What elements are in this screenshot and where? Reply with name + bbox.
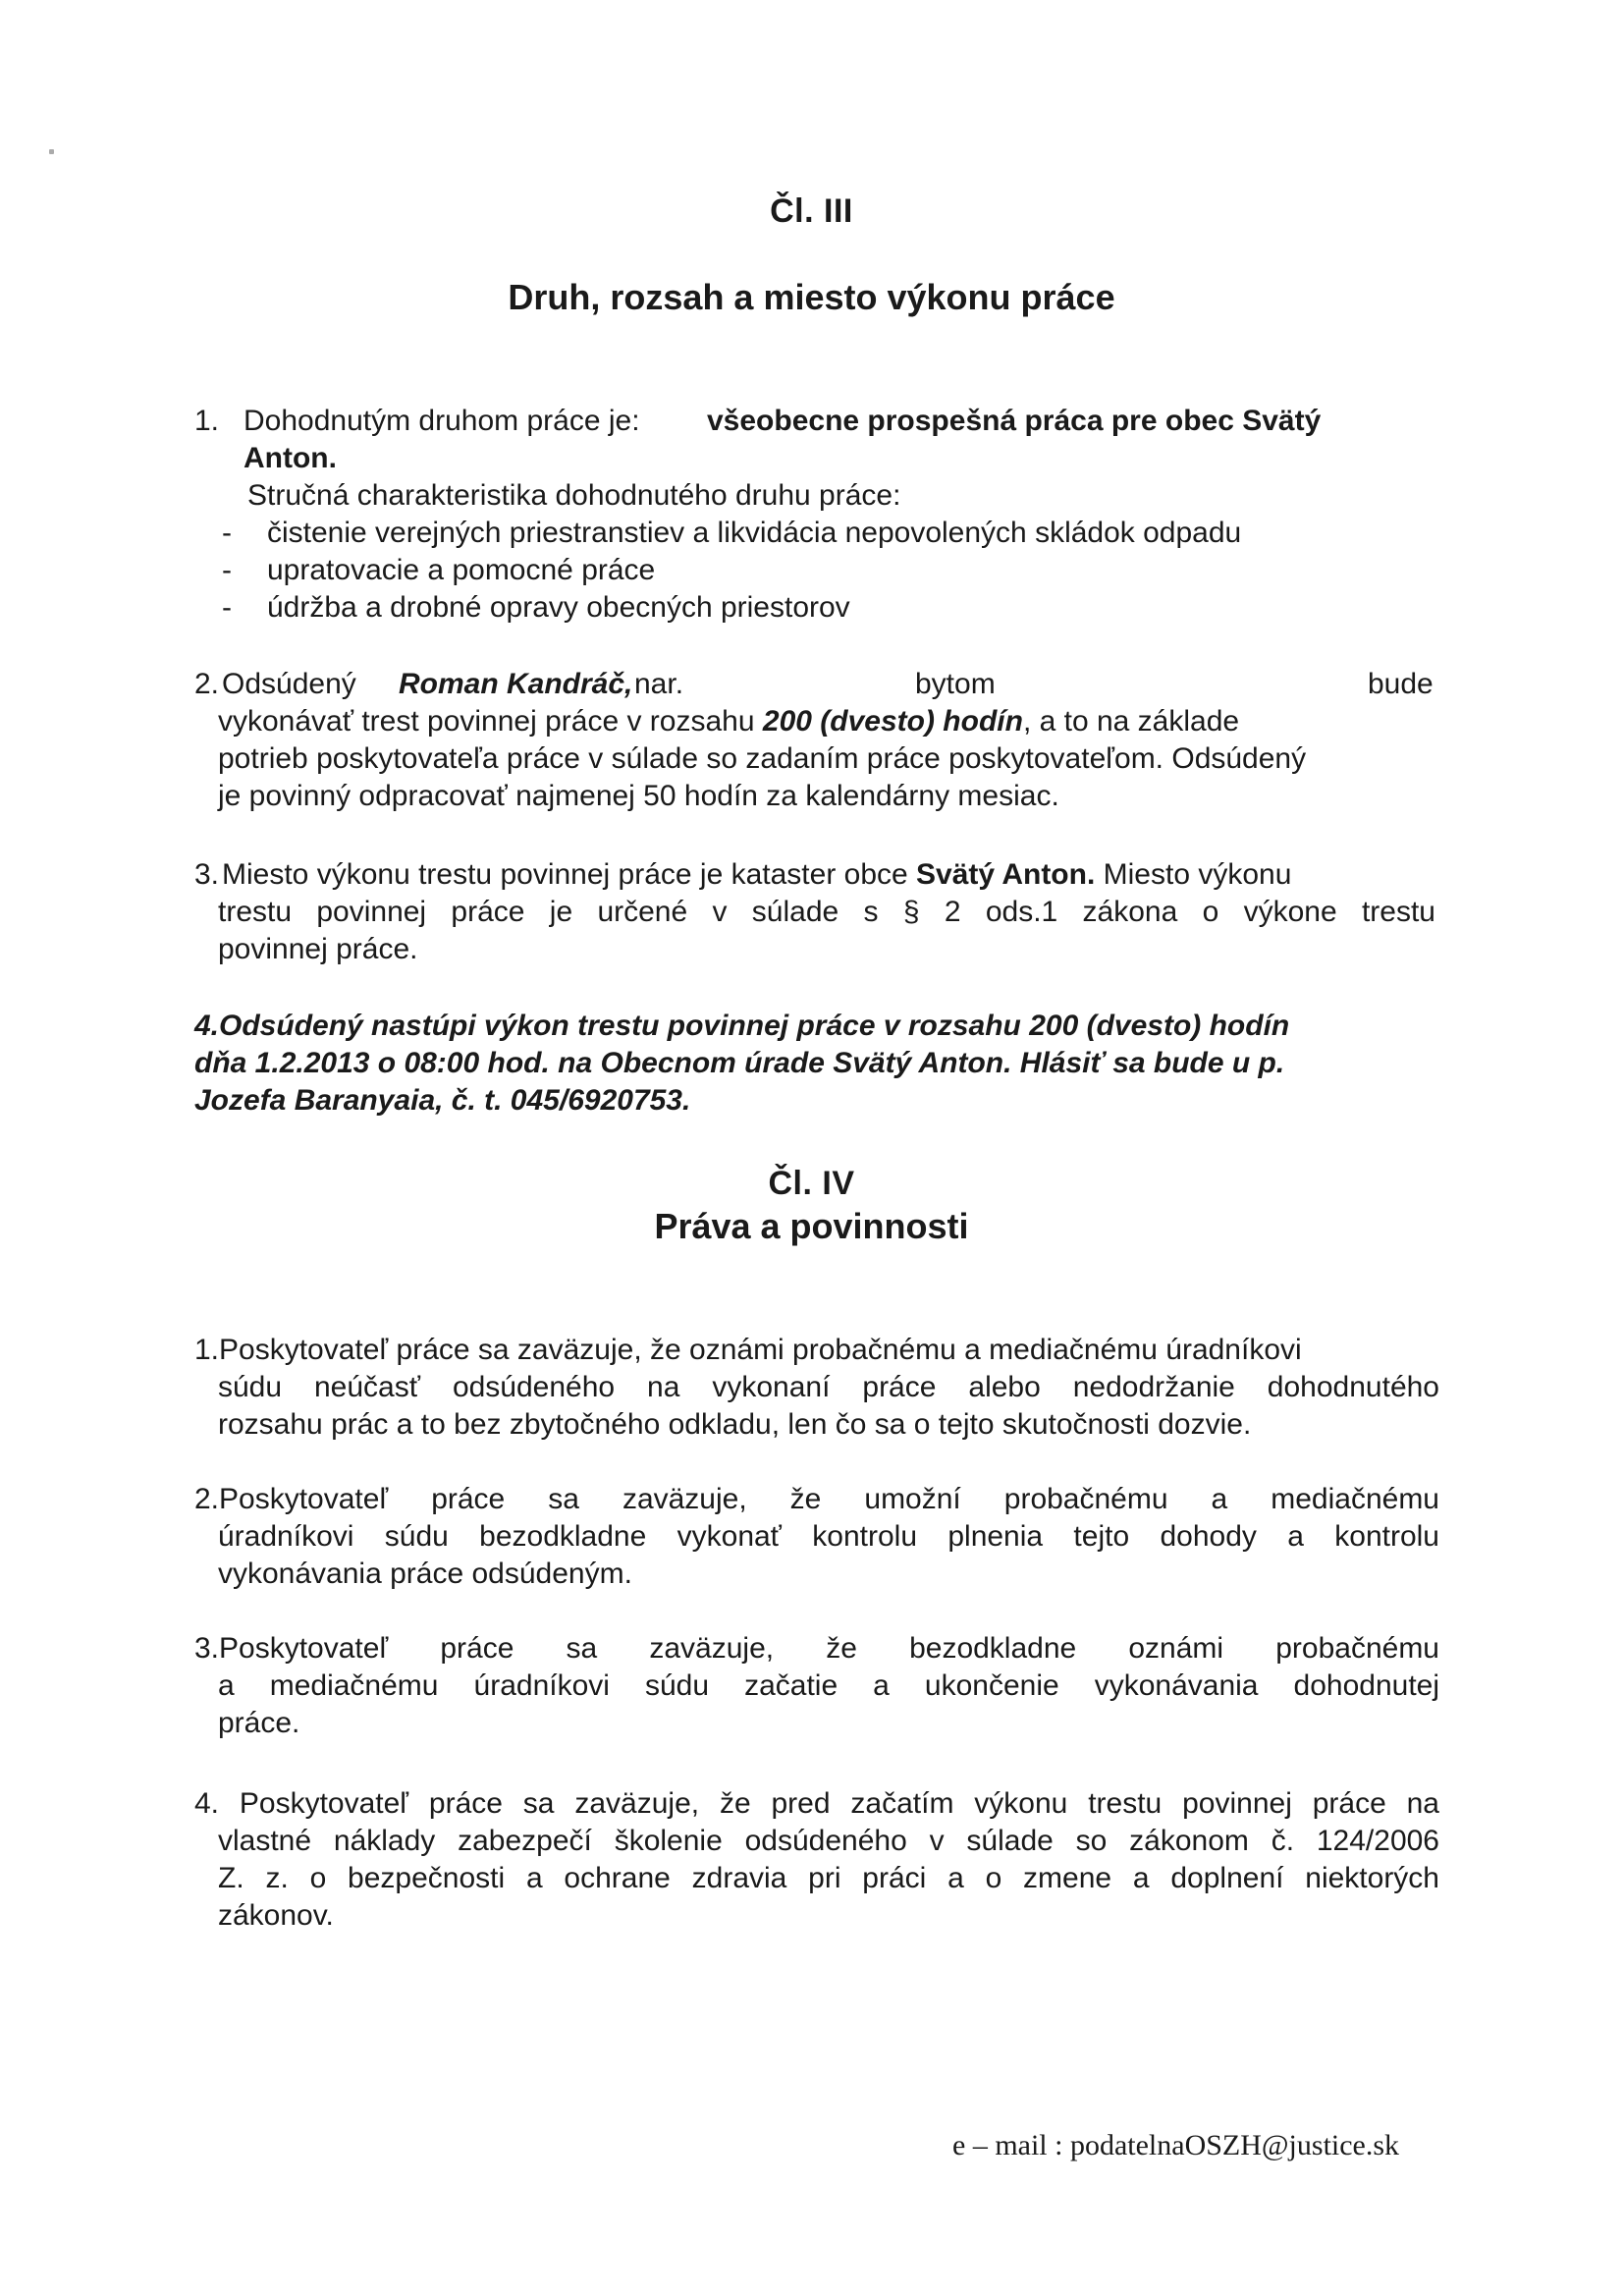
a4p4-line-4: zákonov. xyxy=(218,1899,334,1932)
article-4-number: Čl. IV xyxy=(768,1165,855,1202)
p4-line-2: dňa 1.2.2013 o 08:00 hod. na Obecnom úrade Svätý Anton. Hlásiť sa bude u p. xyxy=(194,1047,1285,1079)
p1-subheading: Stručná charakteristika dohodnutého druhu práce: xyxy=(247,479,901,512)
p2-number: 2. xyxy=(194,668,220,700)
p2-line-3: potrieb poskytovateľa práce v súlade so zadaním práce poskytovateľom. Odsúdený xyxy=(218,742,1307,775)
p1-lead: Dohodnutým druhom práce je: xyxy=(243,405,640,437)
p2-word-bytom: bytom xyxy=(915,668,996,700)
article-4-title: Práva a povinnosti xyxy=(654,1206,969,1246)
a4p1-line-3: rozsahu prác a to bez zbytočného odkladu, len čo sa o tejto skutočnosti dozvie. xyxy=(218,1408,1252,1441)
a4p4-line-1: 4. Poskytovateľ práce sa zaväzuje, že pred začatím výkonu trestu povinnej práce na xyxy=(194,1787,1439,1820)
p1-bold-line-2: Anton. xyxy=(243,442,337,474)
a4p3-line-3: práce. xyxy=(218,1707,300,1739)
p4-line-1: 4.Odsúdený nastúpi výkon trestu povinnej práce v rozsahu 200 (dvesto) hodín xyxy=(194,1010,1290,1042)
p4-line-3: Jozefa Baranyaia, č. t. 045/6920753. xyxy=(194,1084,691,1117)
p3-line-2: trestu povinnej práce je určené v súlade s § 2 ods.1 zákona o výkone trestu xyxy=(218,896,1435,928)
a4p4-line-2: vlastné náklady zabezpečí školenie odsúdeného v súlade so zákonom č. 124/2006 xyxy=(218,1825,1439,1857)
bullet-dash: - xyxy=(222,554,232,586)
p3-location-bold: Svätý Anton. xyxy=(916,858,1096,891)
p3-number: 3. xyxy=(194,858,220,891)
article-3-number: Čl. III xyxy=(770,192,853,230)
scan-speck xyxy=(49,149,54,154)
p2-hours-bold: 200 (dvesto) hodín xyxy=(762,705,1023,738)
p2-line-2 xyxy=(218,705,1239,738)
a4p2-line-3: vykonávania práce odsúdeným. xyxy=(218,1558,632,1590)
footer-email: e – mail : podatelnaOSZH@justice.sk xyxy=(952,2129,1400,2161)
p1-bold-line-1: všeobecne prospešná práca pre obec Svätý xyxy=(707,405,1322,437)
p2-line-2-a: vykonávať trest povinnej práce v rozsahu xyxy=(218,705,755,738)
p3-line-1-b: Miesto výkonu xyxy=(1103,858,1292,891)
p2-word-bude: bude xyxy=(1368,668,1434,700)
p3-line-1-a: Miesto výkonu trestu povinnej práce je kataster obce xyxy=(222,858,908,891)
p2-line-4: je povinný odpracovať najmenej 50 hodín za kalendárny mesiac. xyxy=(218,780,1059,812)
list-item: upratovacie a pomocné práce xyxy=(267,554,656,586)
p2-word-nar: nar. xyxy=(634,668,684,700)
list-item: čistenie verejných priestranstiev a likvidácia nepovolených skládok odpadu xyxy=(267,517,1242,549)
p2-line-2-b: , a to na základe xyxy=(1022,705,1240,738)
a4p1-line-1: 1.Poskytovateľ práce sa zaväzuje, že oznámi probačnému a mediačnému úradníkovi xyxy=(194,1334,1302,1366)
a4p2-line-1: 2.Poskytovateľ práce sa zaväzuje, že umožní probačnému a mediačnému xyxy=(194,1483,1439,1515)
a4p3-line-1: 3.Poskytovateľ práce sa zaväzuje, že bezodkladne oznámi probačnému xyxy=(194,1632,1439,1665)
p1-number: 1. xyxy=(194,405,220,437)
a4p1-line-2: súdu neúčasť odsúdeného na vykonaní práce alebo nedodržanie dohodnutého xyxy=(218,1371,1439,1403)
p2-word-odsudeny: Odsúdený xyxy=(222,668,356,700)
p3-line-1 xyxy=(222,858,1291,892)
list-item: údržba a drobné opravy obecných priestorov xyxy=(267,591,850,624)
convict-name: Roman Kandráč, xyxy=(399,668,633,700)
bullet-dash: - xyxy=(222,517,232,549)
p3-line-3: povinnej práce. xyxy=(218,933,418,965)
bullet-dash: - xyxy=(222,591,232,624)
article-3-title: Druh, rozsah a miesto výkonu práce xyxy=(508,277,1115,317)
a4p2-line-2: úradníkovi súdu bezodkladne vykonať kontrolu plnenia tejto dohody a kontrolu xyxy=(218,1520,1439,1553)
a4p4-line-3: Z. z. o bezpečnosti a ochrane zdravia pri práci a o zmene a doplnení niektorých xyxy=(218,1862,1439,1894)
a4p3-line-2: a mediačnému úradníkovi súdu začatie a ukončenie vykonávania dohodnutej xyxy=(218,1669,1439,1702)
